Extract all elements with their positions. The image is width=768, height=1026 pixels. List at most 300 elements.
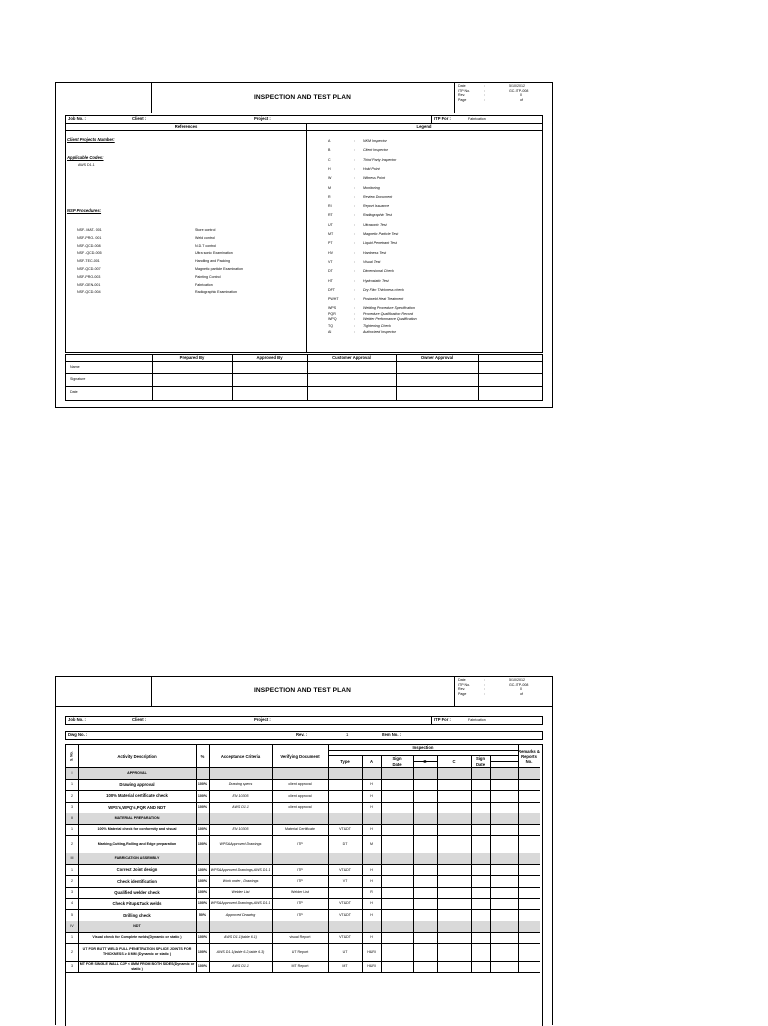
inspection-type: VT&DT xyxy=(339,912,351,917)
grid-line xyxy=(381,876,382,887)
grid-line xyxy=(518,864,519,875)
verifying-doc: ITP xyxy=(297,867,303,872)
grid-line xyxy=(437,876,438,887)
criteria-text: Drawing specs xyxy=(228,782,253,787)
legend-code: PWHT xyxy=(328,297,339,302)
page-label: Page xyxy=(458,691,467,696)
grid-line xyxy=(490,790,491,801)
colon: : xyxy=(354,185,355,190)
grid-line xyxy=(413,921,414,932)
grid-line xyxy=(196,768,197,779)
job-no-label: Job No. : xyxy=(68,717,86,722)
percent-value: 100% xyxy=(197,949,208,954)
verifying-doc: ITP xyxy=(297,841,303,846)
grid-line xyxy=(518,813,519,824)
procedure-desc: Handling and Packing xyxy=(195,259,230,264)
colon: : xyxy=(354,213,355,218)
drawing-row xyxy=(65,731,543,740)
grid-line xyxy=(471,898,472,909)
legend-desc: Tightening Check xyxy=(363,324,391,329)
colon: : xyxy=(354,232,355,236)
inspection-type xyxy=(328,779,362,790)
grid-line xyxy=(381,779,382,790)
grid-line xyxy=(471,864,472,875)
grid-line xyxy=(490,909,491,920)
grid-line xyxy=(328,921,329,932)
inspection-a: H xyxy=(370,804,373,809)
colon: : xyxy=(354,311,355,316)
grid-line xyxy=(471,853,472,864)
legend-desc: Liquid Penetrant Test xyxy=(363,241,397,246)
itp-for-value: Fabrication xyxy=(468,718,486,722)
legend-code: B xyxy=(328,148,331,153)
grid-line xyxy=(490,864,491,875)
grid-line xyxy=(437,932,438,943)
table-row xyxy=(66,961,540,972)
inspection-a: M xyxy=(370,841,373,846)
grid-line xyxy=(413,876,414,887)
criteria-text: AWS D1.1 xyxy=(232,964,249,969)
grid-line xyxy=(518,887,519,898)
colon: : xyxy=(354,250,355,255)
grid-line xyxy=(413,853,414,864)
dwg-no-label: Dwg No. : xyxy=(68,732,88,737)
grid-line xyxy=(471,876,472,887)
page-value: of xyxy=(520,97,523,102)
grid-line xyxy=(381,813,382,824)
inspection-a: H&RI xyxy=(367,949,376,954)
grid-line xyxy=(490,779,491,790)
remarks-heading: Remarks & Reports No. xyxy=(518,749,540,764)
grid-line xyxy=(490,876,491,887)
grid-line xyxy=(381,853,382,864)
colon: : xyxy=(484,687,485,692)
percent-value: 100% xyxy=(197,804,208,809)
row-number: 3 xyxy=(71,804,73,809)
legend-code: DFT xyxy=(328,287,335,292)
itp-sheet-page-2 xyxy=(55,676,553,1025)
grid-line xyxy=(471,768,472,779)
grid-line xyxy=(381,887,382,898)
criteria-text: EN 10305 xyxy=(232,793,249,798)
activity-text: Check identification xyxy=(117,878,157,884)
header-meta xyxy=(458,678,548,696)
grid-line xyxy=(437,853,438,864)
date-row-label: Date xyxy=(70,390,78,394)
table-row xyxy=(66,779,540,790)
itp-for-label: ITP For : xyxy=(434,717,451,722)
procedure-desc: Fabrication xyxy=(195,282,213,287)
grid-line xyxy=(437,835,438,853)
percent-value: 100% xyxy=(197,867,208,872)
nsp-procedures-heading: NSP Procedures: xyxy=(67,208,102,213)
legend-desc: Visual Test xyxy=(363,259,381,264)
c-heading: C xyxy=(452,759,456,764)
legend-desc: Postweld Heat Treatment xyxy=(363,297,404,302)
row-number: 1 xyxy=(71,782,73,787)
activity-text: 100% Material check for conformity and visual xyxy=(97,827,177,832)
colon: : xyxy=(354,287,355,292)
client-label: Client : xyxy=(132,116,147,121)
percent-value: 50% xyxy=(198,912,207,917)
criteria-text: Welder List xyxy=(231,890,250,895)
criteria-text: AWS D1.1(table 6.1) xyxy=(224,935,257,940)
colon: : xyxy=(484,93,485,98)
legend-code: M xyxy=(328,185,331,190)
row-number: III xyxy=(70,856,74,861)
grid-line xyxy=(437,921,438,932)
criteria-text: AWS D1.1(table 6.2,table 6.3) xyxy=(216,949,265,954)
grid-line xyxy=(518,943,519,961)
legend-code: C xyxy=(328,157,331,162)
legend-desc: Procedure Qualification Record xyxy=(363,311,413,316)
legend-desc: Welding Procedure Specification xyxy=(363,306,415,311)
procedure-code: NSF-TEC-001 xyxy=(77,259,100,264)
owner-approval-heading: Owner Approval xyxy=(420,355,454,360)
verifying-doc: MT Report xyxy=(291,964,309,969)
grid-line xyxy=(490,824,491,835)
legend-code: AI xyxy=(328,329,332,334)
grid-line xyxy=(66,972,540,973)
activity-heading: Activity Description xyxy=(117,754,157,759)
grid-line xyxy=(518,961,519,972)
inspection-type xyxy=(328,790,362,801)
itp-table xyxy=(65,744,543,1026)
grid-line xyxy=(437,887,438,898)
criteria-text: WPS&Approved Drawings xyxy=(219,841,262,846)
colon: : xyxy=(354,329,355,334)
references-legend-box xyxy=(65,123,543,353)
grid-line xyxy=(209,813,210,824)
client-label: Client : xyxy=(132,717,147,722)
grid-line xyxy=(381,961,382,972)
grid-line xyxy=(328,853,329,864)
verifying-doc: Welder List xyxy=(291,890,309,895)
date-value: 5/10/2012 xyxy=(509,678,525,682)
procedure-desc: Ultra sonic Examination xyxy=(195,251,233,256)
table-row xyxy=(66,824,540,835)
inspection-a: H xyxy=(370,867,373,872)
row-number: 5 xyxy=(71,912,73,917)
client-specs-heading: Client Projects Number: xyxy=(67,137,115,142)
inspection-type: VT&DT xyxy=(339,867,351,872)
grid-line xyxy=(490,898,491,909)
grid-line xyxy=(490,887,491,898)
table-row xyxy=(66,898,540,909)
procedure-desc: Painting Control xyxy=(195,274,221,279)
criteria-text: WPS&Approved Drawings,AWS D1.1 xyxy=(210,867,271,872)
grid-line xyxy=(272,813,273,824)
inspection-type: VT&DT xyxy=(339,901,351,906)
inspection-type xyxy=(328,802,362,813)
grid-line xyxy=(518,768,519,779)
grid-line xyxy=(328,813,329,824)
approval-table xyxy=(65,354,543,401)
rev-label: Rev. : xyxy=(296,732,308,737)
row-number: 1 xyxy=(71,935,73,940)
grid-line xyxy=(196,813,197,824)
grid-line xyxy=(413,813,414,824)
grid-line xyxy=(381,943,382,961)
table-row xyxy=(66,790,540,801)
colon: : xyxy=(354,176,355,181)
verifying-doc: UT Report xyxy=(291,949,309,954)
itp-no-value: GC-ITP-008 xyxy=(509,682,529,687)
activity-text: Qualified welder check xyxy=(114,889,160,895)
inspection-heading: Inspection xyxy=(412,744,434,750)
grid-line xyxy=(437,824,438,835)
grid-line xyxy=(471,961,472,972)
activity-text: Marking,Cutting,Rolling and Edge preparation xyxy=(97,841,177,846)
itp-no-label: ITP No. xyxy=(458,682,471,687)
grid-line xyxy=(437,768,438,779)
grid-line xyxy=(437,909,438,920)
grid-line xyxy=(518,790,519,801)
grid-line xyxy=(490,961,491,972)
table-row xyxy=(66,943,540,961)
percent-heading: % xyxy=(200,754,205,759)
criteria-text: Work order , Drawings xyxy=(222,878,259,883)
grid-line xyxy=(518,932,519,943)
procedure-code: NSF- MAT- 001 xyxy=(77,228,102,232)
row-number: II xyxy=(71,816,73,821)
grid-line xyxy=(471,790,472,801)
type-heading: Type xyxy=(340,759,350,764)
section-row xyxy=(66,853,540,864)
colon: : xyxy=(354,306,355,311)
grid-line xyxy=(437,898,438,909)
legend-code: WPQ xyxy=(328,317,337,322)
grid-line xyxy=(471,909,472,920)
grid-line xyxy=(518,876,519,887)
grid-line xyxy=(381,790,382,801)
a-heading: A xyxy=(369,759,374,764)
grid-line xyxy=(381,835,382,853)
grid-line xyxy=(471,932,472,943)
verifying-heading: Verifying Document xyxy=(280,754,320,759)
section-title: MATERIAL PREPARATION xyxy=(114,816,160,821)
inspection-type: UT xyxy=(342,949,348,954)
row-number: 1 xyxy=(71,827,73,832)
customer-approval-heading: Customer Approval xyxy=(332,355,371,360)
percent-value: 100% xyxy=(197,878,208,883)
grid-line xyxy=(209,853,210,864)
grid-line xyxy=(471,779,472,790)
grid-line xyxy=(490,853,491,864)
b-heading: B xyxy=(423,759,427,764)
date-heading: Date xyxy=(475,761,486,767)
grid-line xyxy=(490,761,518,762)
colon: : xyxy=(354,204,355,209)
date-label: Date xyxy=(458,84,466,88)
legend-desc: Hardness Test xyxy=(363,250,387,255)
grid-line xyxy=(413,835,414,853)
grid-line xyxy=(381,824,382,835)
legend-desc: Hydrostatic Test xyxy=(363,278,389,283)
grid-line xyxy=(413,768,414,779)
grid-line xyxy=(471,943,472,961)
grid-line xyxy=(490,813,491,824)
table-row xyxy=(66,932,540,943)
itp-no-label: ITP No. xyxy=(458,88,471,93)
sno-heading: S. No. xyxy=(69,751,74,762)
procedure-code: NSF-PRO-003 xyxy=(77,274,101,279)
colon: : xyxy=(354,157,355,162)
rev-value: 0 xyxy=(520,93,522,98)
itp-sheet-page-1 xyxy=(55,82,553,408)
percent-value: 100% xyxy=(197,964,208,969)
inspection-a: H&RI xyxy=(367,964,376,969)
colon: : xyxy=(354,194,355,199)
legend-desc: Third Party Inspector xyxy=(363,157,397,162)
section-title: NDT xyxy=(133,923,141,928)
legend-desc: Report Issuance xyxy=(363,204,390,209)
legend-code: A xyxy=(328,139,331,143)
grid-line xyxy=(272,768,273,779)
colon: : xyxy=(484,678,485,682)
legend-code: RT xyxy=(328,213,333,218)
verifying-doc: ITP xyxy=(297,901,303,906)
activity-text: 100% Material certificate check xyxy=(106,793,168,799)
verifying-doc: client approval xyxy=(288,793,312,798)
legend-code: VT xyxy=(328,259,333,264)
grid-line xyxy=(328,768,329,779)
item-no-label: Item No. : xyxy=(382,732,402,737)
procedure-desc: Weld control xyxy=(195,235,215,240)
colon: : xyxy=(484,97,485,102)
activity-text: WPS's,WPQ's,PQR AND NDT xyxy=(108,804,166,810)
prepared-by-heading: Prepared By xyxy=(179,355,205,360)
colon: : xyxy=(354,324,355,329)
grid-line xyxy=(381,932,382,943)
grid-line xyxy=(518,921,519,932)
activity-text: Drilling check xyxy=(123,912,151,918)
section-title: FABRICATION ASSEMBLY xyxy=(114,856,160,861)
grid-line xyxy=(381,768,382,779)
grid-line xyxy=(196,921,197,932)
table-row xyxy=(66,887,540,898)
grid-line xyxy=(437,779,438,790)
inspection-a: R xyxy=(370,890,373,895)
legend-desc: Client Inspector xyxy=(363,148,388,153)
colon: : xyxy=(354,222,355,227)
grid-line xyxy=(437,813,438,824)
activity-text: Check Fitup&Tack welds xyxy=(112,901,162,907)
legend-desc: Authorized Inspector xyxy=(363,329,396,334)
colon: : xyxy=(354,317,355,322)
inspection-a: H xyxy=(370,901,373,906)
percent-value: 100% xyxy=(197,782,208,787)
legend-desc: Ultrasonic Test xyxy=(363,222,387,227)
verifying-doc: Material Certificate xyxy=(285,827,315,832)
procedure-code: NSF-QCD-007 xyxy=(77,267,101,271)
criteria-text: Approved Drawing xyxy=(225,912,256,917)
legend-code: HV xyxy=(328,250,333,255)
itp-for-value: Fabrication xyxy=(468,117,486,121)
grid-line xyxy=(272,853,273,864)
references-heading: References xyxy=(174,124,198,129)
signature-row-label: Signature xyxy=(70,377,86,381)
row-number: 4 xyxy=(71,901,73,906)
grid-line xyxy=(413,909,414,920)
page-title: INSPECTION AND TEST PLAN xyxy=(253,94,352,101)
job-no-label: Job No. : xyxy=(68,116,86,121)
colon: : xyxy=(354,148,355,153)
criteria-text: EN 10305 xyxy=(232,827,249,832)
project-label: Project : xyxy=(254,717,271,722)
procedure-code: NSF-QCD-008 xyxy=(77,243,101,248)
grid-line xyxy=(518,802,519,813)
grid-line xyxy=(413,824,414,835)
colon: : xyxy=(354,278,355,283)
grid-line xyxy=(413,887,414,898)
percent-value: 100% xyxy=(197,793,208,798)
grid-line xyxy=(413,779,414,790)
grid-line xyxy=(437,790,438,801)
page-title: INSPECTION AND TEST PLAN xyxy=(253,687,352,694)
rev-value: 1 xyxy=(346,732,349,737)
section-row xyxy=(66,813,540,824)
legend-desc: Radiographic Test xyxy=(363,213,392,218)
inspection-a: H xyxy=(370,793,373,798)
sign-heading: Sign xyxy=(475,755,486,761)
grid-line xyxy=(518,853,519,864)
grid-line xyxy=(490,835,491,853)
legend-code: TQ xyxy=(328,324,333,329)
date-value: 5/10/2012 xyxy=(509,84,525,88)
legend-code: PT xyxy=(328,241,333,246)
inspection-type xyxy=(328,887,362,898)
legend-desc: Dry Film Thickness check xyxy=(363,287,404,292)
grid-line xyxy=(471,921,472,932)
grid-line xyxy=(209,921,210,932)
grid-line xyxy=(518,835,519,853)
grid-line xyxy=(413,932,414,943)
verifying-doc: ITP xyxy=(297,912,303,917)
legend-code: UT xyxy=(328,222,333,227)
inspection-type: VT&DT xyxy=(339,827,351,832)
legend-code: PQR xyxy=(328,311,336,316)
name-row-label: Name xyxy=(70,365,80,369)
row-number: IV xyxy=(70,923,74,928)
grid-line xyxy=(413,864,414,875)
code-item: AWS D1.1 xyxy=(78,163,95,167)
legend-code: R xyxy=(328,194,331,199)
itp-for-label: ITP For : xyxy=(434,116,451,121)
legend-desc: Hold Point xyxy=(363,166,380,171)
itp-no-value: GC-ITP-008 xyxy=(509,88,529,93)
legend-desc: Dimensional Check xyxy=(363,269,394,274)
grid-line xyxy=(471,813,472,824)
colon: : xyxy=(484,84,485,88)
row-number: 2 xyxy=(71,949,73,954)
procedure-code: NSF -QCD-005 xyxy=(77,251,102,256)
colon: : xyxy=(354,297,355,302)
inspection-a: H xyxy=(370,935,373,940)
inspection-a: H xyxy=(370,878,373,883)
legend-code: W xyxy=(328,176,332,181)
grid-line xyxy=(437,943,438,961)
row-number: 3 xyxy=(71,890,73,895)
legend-desc: Witness Point xyxy=(363,176,385,181)
date-label: Date xyxy=(458,678,466,682)
legend-desc: Review Document xyxy=(363,194,393,199)
grid-line xyxy=(381,909,382,920)
sign-heading: Sign xyxy=(392,755,402,761)
project-label: Project : xyxy=(254,116,271,121)
inspection-a: H xyxy=(370,827,373,832)
colon: : xyxy=(484,691,485,696)
